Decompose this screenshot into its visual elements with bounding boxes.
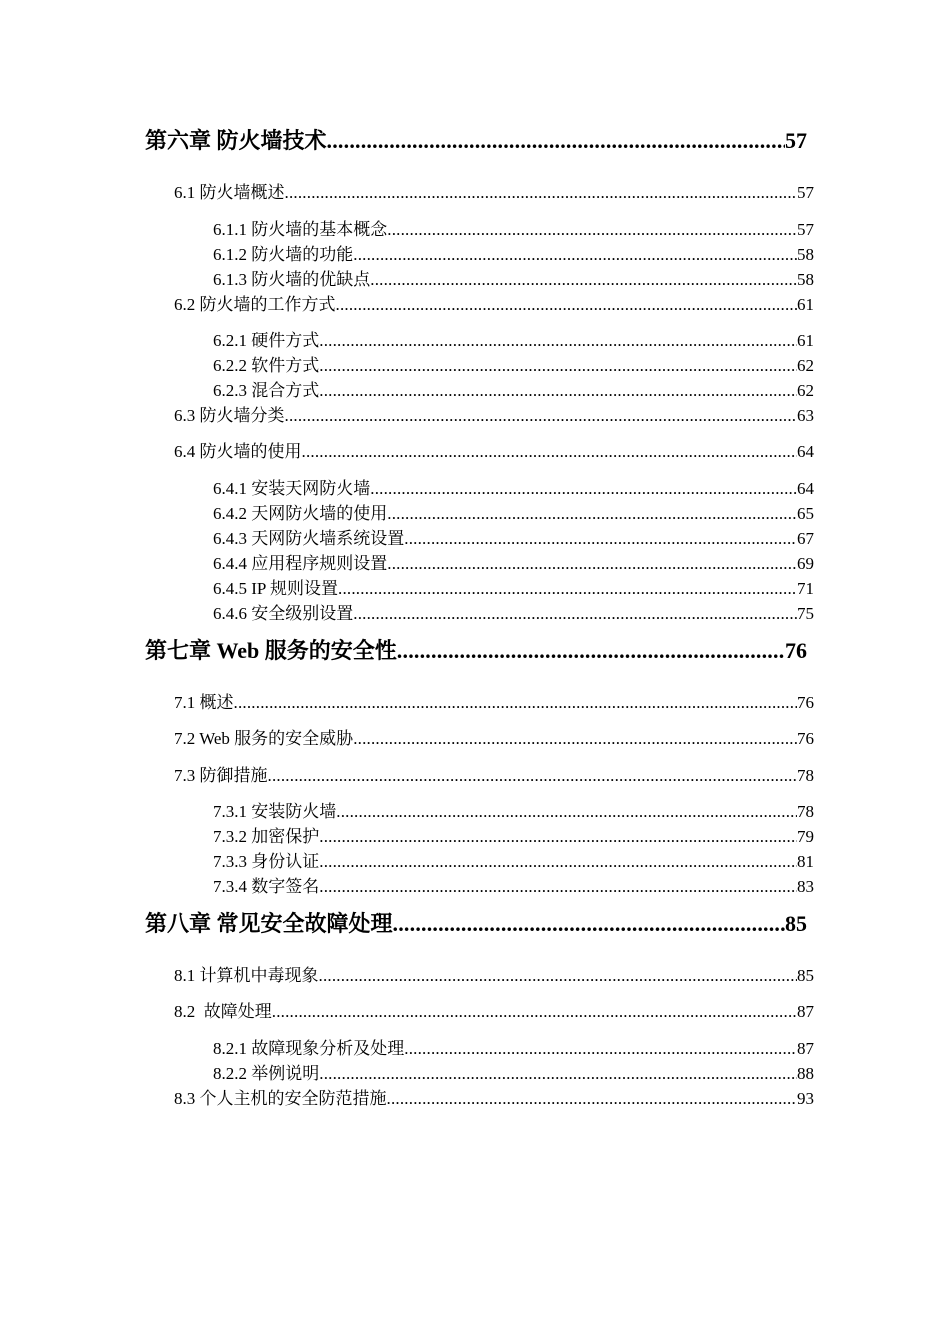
toc-chapter-7[interactable]: [145, 634, 807, 665]
toc-subsection-7-3-1[interactable]: [213, 797, 814, 822]
toc-leader-dots: [272, 1002, 797, 1022]
toc-section-7-3[interactable]: [174, 761, 814, 786]
toc-leader-dots: [285, 183, 798, 203]
toc-entry-label: 6.4.2 天网防火墙的使用: [213, 504, 388, 523]
toc-page-number: 61: [797, 295, 814, 314]
toc-subsection-8-2-2[interactable]: [213, 1059, 814, 1084]
toc-chapter-6[interactable]: [145, 124, 807, 155]
toc-page-number: 64: [797, 479, 814, 498]
toc-entry-label: 8.2.1 故障现象分析及处理: [213, 1039, 405, 1058]
toc-page-number: 83: [797, 877, 814, 896]
toc-entry-label: 6.2.1 硬件方式: [213, 331, 320, 350]
toc-entry-label: 6.3 防火墙分类: [174, 406, 285, 425]
toc-subsection-6-1-1[interactable]: [213, 215, 814, 240]
toc-page-number: 67: [797, 529, 814, 548]
toc-entry-label: 6.2 防火墙的工作方式: [174, 295, 336, 314]
toc-leader-dots: [234, 693, 798, 713]
toc-subsection-6-4-6[interactable]: [213, 599, 814, 624]
toc-entry-label: 6.4 防火墙的使用: [174, 442, 302, 461]
toc-page-number: 61: [797, 331, 814, 350]
toc-subsection-6-2-3[interactable]: [213, 376, 814, 401]
toc-leader-dots: [393, 911, 785, 937]
toc-entry-label: 7.3.1 安装防火墙: [213, 802, 337, 821]
toc-leader-dots: [387, 220, 797, 240]
toc-leader-dots: [353, 729, 797, 749]
toc-entry-label: 8.1 计算机中毒现象: [174, 966, 319, 985]
toc-chapter-8[interactable]: [145, 907, 807, 938]
toc-subsection-6-4-2[interactable]: [213, 499, 814, 524]
toc-entry-label: 6.1.3 防火墙的优缺点: [213, 270, 371, 289]
toc-entry-label: 6.1.2 防火墙的功能: [213, 245, 354, 264]
toc-entry-label: 7.3.2 加密保护: [213, 827, 320, 846]
toc-entry-label: 7.3 防御措施: [174, 766, 268, 785]
toc-subsection-6-4-1[interactable]: [213, 474, 814, 499]
toc-entry-label: 8.2 故障处理: [174, 1002, 272, 1021]
toc-page-number: 76: [797, 729, 814, 748]
toc-leader-dots: [370, 270, 797, 290]
toc-entry-label: 6.1.1 防火墙的基本概念: [213, 220, 388, 239]
toc-leader-dots: [319, 381, 797, 401]
toc-subsection-8-2-1[interactable]: [213, 1034, 814, 1059]
toc-leader-dots: [319, 356, 797, 376]
toc-entry-label: 6.4.6 安全级别设置: [213, 604, 354, 623]
toc-entry-label: 6.2.2 软件方式: [213, 356, 320, 375]
toc-page-number: 57: [797, 183, 814, 202]
toc-entry-label: 第六章 防火墙技术: [145, 128, 327, 153]
toc-subsection-6-1-3[interactable]: [213, 265, 814, 290]
toc-page-number: 62: [797, 356, 814, 375]
toc-entry-label: 7.3.3 身份认证: [213, 852, 320, 871]
toc-page-number: 78: [797, 802, 814, 821]
toc-page-number: 58: [797, 270, 814, 289]
toc-subsection-6-2-1[interactable]: [213, 326, 814, 351]
toc-page-number: 76: [785, 638, 807, 663]
toc-leader-dots: [319, 1064, 797, 1084]
toc-entry-label: 第八章 常见安全故障处理: [145, 911, 393, 936]
toc-leader-dots: [285, 406, 798, 426]
toc-leader-dots: [404, 529, 797, 549]
toc-leader-dots: [387, 1089, 798, 1109]
toc-section-6-3[interactable]: [174, 401, 814, 426]
toc-section-8-3[interactable]: [174, 1084, 814, 1109]
toc-leader-dots: [353, 604, 797, 624]
toc-subsection-6-4-5[interactable]: [213, 574, 814, 599]
toc-leader-dots: [319, 877, 797, 897]
toc-page-number: 87: [797, 1039, 814, 1058]
toc-leader-dots: [404, 1039, 797, 1059]
toc-leader-dots: [319, 966, 798, 986]
toc-entry-label: 8.3 个人主机的安全防范措施: [174, 1089, 387, 1108]
toc-page-number: 58: [797, 245, 814, 264]
toc-entry-label: 6.4.1 安装天网防火墙: [213, 479, 371, 498]
toc-page-number: 63: [797, 406, 814, 425]
toc-section-7-2[interactable]: [174, 724, 814, 749]
toc-leader-dots: [370, 479, 797, 499]
toc-subsection-6-2-2[interactable]: [213, 351, 814, 376]
toc-page-number: 62: [797, 381, 814, 400]
toc-leader-dots: [268, 766, 798, 786]
toc-leader-dots: [387, 554, 797, 574]
toc-page-number: 85: [797, 966, 814, 985]
toc-subsection-6-4-4[interactable]: [213, 549, 814, 574]
toc-page-number: 78: [797, 766, 814, 785]
toc-page-number: 85: [785, 911, 807, 936]
toc-page-number: 71: [797, 579, 814, 598]
toc-section-6-4[interactable]: [174, 437, 814, 462]
toc-entry-label: 6.1 防火墙概述: [174, 183, 285, 202]
toc-leader-dots: [319, 827, 797, 847]
toc-subsection-6-1-2[interactable]: [213, 240, 814, 265]
toc-page-number: 93: [797, 1089, 814, 1108]
toc-entry-label: 6.4.3 天网防火墙系统设置: [213, 529, 405, 548]
toc-entry-label: 7.1 概述: [174, 693, 234, 712]
toc-page-number: 65: [797, 504, 814, 523]
toc-page-number: 64: [797, 442, 814, 461]
toc-leader-dots: [397, 638, 785, 664]
toc-page-number: 79: [797, 827, 814, 846]
toc-section-8-1[interactable]: [174, 961, 814, 986]
toc-leader-dots: [327, 128, 785, 154]
toc-page-number: 87: [797, 1002, 814, 1021]
toc-page-number: 88: [797, 1064, 814, 1083]
toc-leader-dots: [336, 295, 798, 315]
toc-subsection-7-3-2[interactable]: [213, 822, 814, 847]
toc-entry-label: 6.4.5 IP 规则设置: [213, 579, 338, 598]
toc-entry-label: 第七章 Web 服务的安全性: [145, 638, 397, 663]
toc-leader-dots: [319, 331, 797, 351]
toc-entry-label: 6.2.3 混合方式: [213, 381, 320, 400]
toc-page-number: 76: [797, 693, 814, 712]
toc-leader-dots: [302, 442, 798, 462]
toc-leader-dots: [336, 802, 797, 822]
toc-page-number: 57: [785, 128, 807, 153]
toc-page-number: 57: [797, 220, 814, 239]
toc-subsection-7-3-3[interactable]: [213, 847, 814, 872]
toc-entry-label: 7.2 Web 服务的安全威胁: [174, 729, 354, 748]
toc-leader-dots: [338, 579, 797, 599]
toc-section-7-1[interactable]: [174, 688, 814, 713]
toc-entry-label: 7.3.4 数字签名: [213, 877, 320, 896]
toc-leader-dots: [319, 852, 797, 872]
toc-page-number: 81: [797, 852, 814, 871]
toc-leader-dots: [387, 504, 797, 524]
toc-subsection-7-3-4[interactable]: [213, 872, 814, 897]
toc-entry-label: 8.2.2 举例说明: [213, 1064, 320, 1083]
toc-page-number: 75: [797, 604, 814, 623]
toc-section-6-1[interactable]: [174, 178, 814, 203]
toc-subsection-6-4-3[interactable]: [213, 524, 814, 549]
toc-entry-label: 6.4.4 应用程序规则设置: [213, 554, 388, 573]
toc-page-number: 69: [797, 554, 814, 573]
toc-section-6-2[interactable]: [174, 290, 814, 315]
toc-leader-dots: [353, 245, 797, 265]
toc-section-8-2[interactable]: [174, 997, 814, 1022]
